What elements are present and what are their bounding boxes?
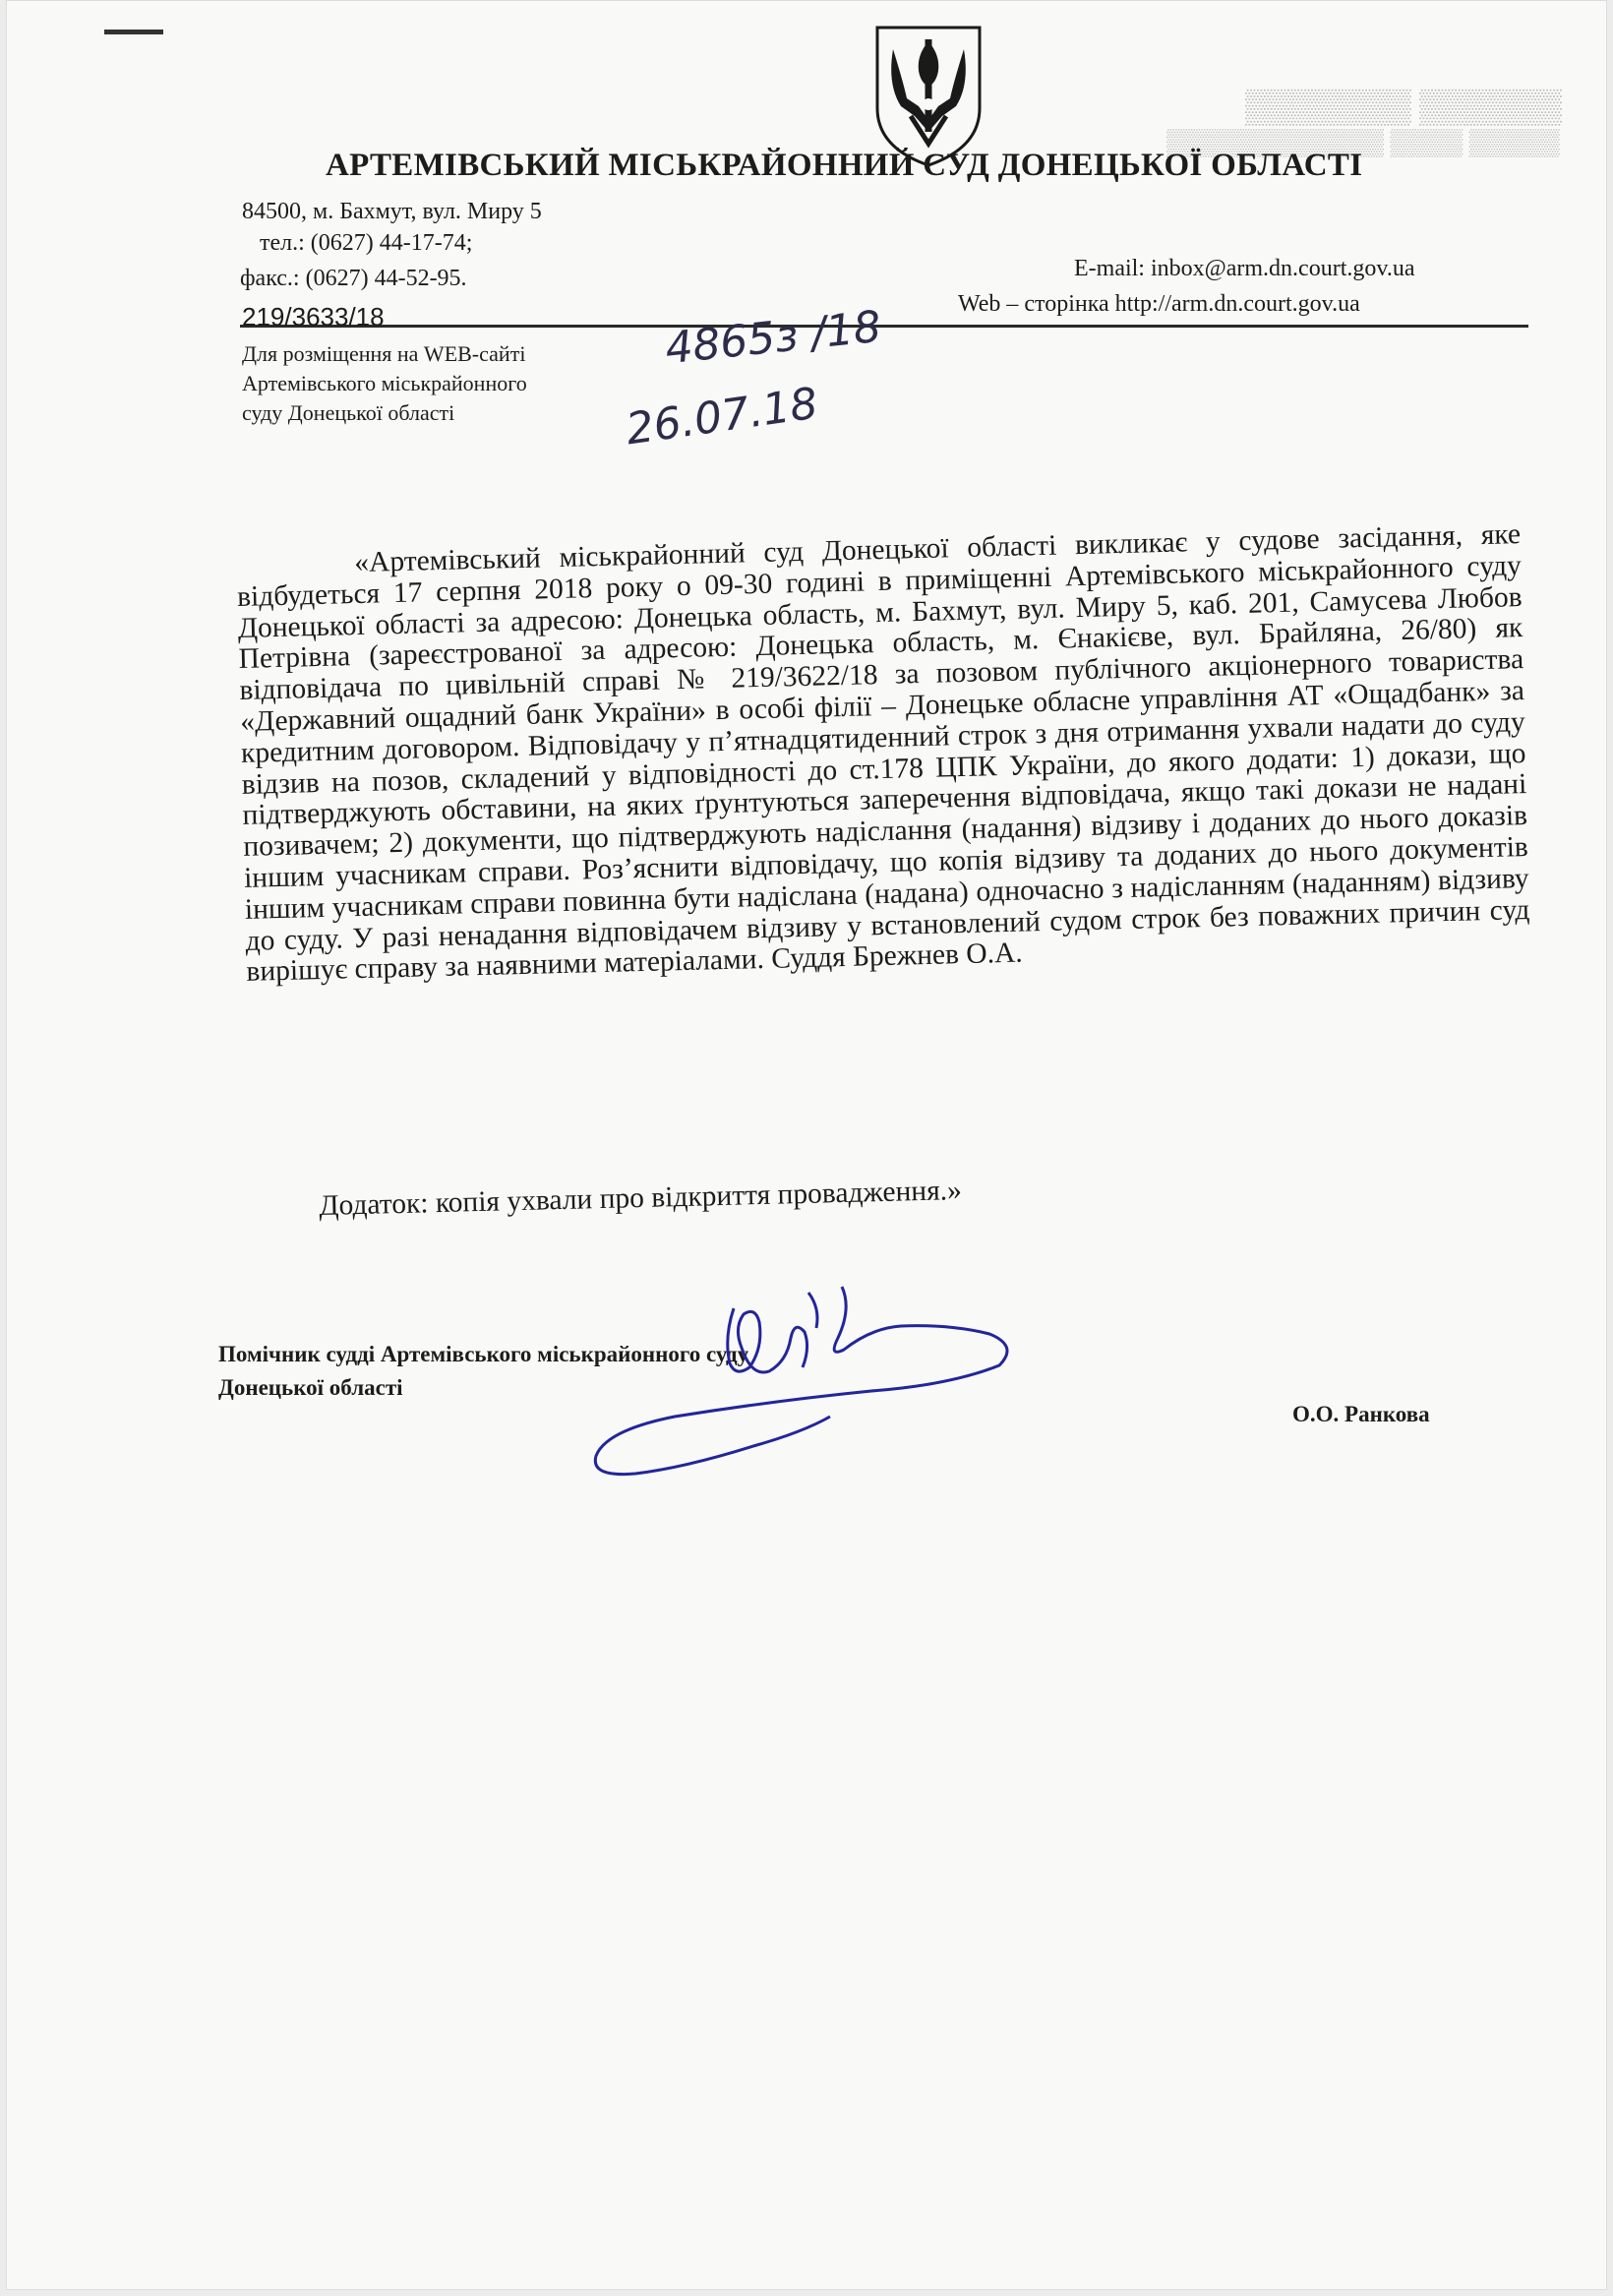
signatory-name: О.О. Ранкова (1292, 1402, 1430, 1426)
court-address: 84500, м. Бахмут, вул. Миру 5 (242, 199, 542, 224)
signatory-title-line: Донецької області (218, 1375, 403, 1400)
court-phone: тел.: (0627) 44-17-74; (260, 230, 473, 256)
annex-line: Додаток: копія ухвали про відкриття провадження.» (319, 1175, 963, 1222)
summons-paragraph: «Артемівський міськрайонний суд Донецької області викликає у судове засідання, яке відбудеться 17 серпня 2018 року о 09-30 годині в приміщенні Артемівського міськрайонного суду Донецької області за адресою: Донецька область, м. Бахмут, вул. Миру 5, каб. 201, Самусева Любов Петрівна (зареєстрованої за адресою: Донецька область, м. Єнакієве, вул. Брайляна, 26/80) як відповідача по цивільній справі № 219/3622/18 за позовом публічного акціонерного товариства «Державний ощадний банк України» в особі філії – Донецьке обласне управління АТ «Ощадбанк» за кредитним договором. Відповідачу у п’ятнадцятиденний строк з дня отримання ухвали надати до суду відзив на позов, складений у відповідності до ст.178 ЦПК України, до якого додати: 1) докази, що підтверджують обставини, на яких ґрунтуються заперечення відповідача, якщо такі докази не надані позивачем; 2) документи, що підтверджують надіслання (надання) відзиву і доданих до нього доказів іншим учасникам справи. Роз’яснити відповідачу, що копія відзиву та доданих до нього документів іншим учасникам справи повинна бути надіслана (надана) одночасно з надісланням (наданням) відзиву до суду. У разі ненадання відповідачем відзиву у встановлений судом строк без поважних причин суд вирішує справу за наявними матеріалами. Суддя Брежнев О.А. (236, 518, 1530, 989)
scan-mark (104, 30, 163, 34)
letterhead-divider (240, 325, 1528, 328)
court-email: E-mail: inbox@arm.dn.court.gov.ua (1074, 256, 1415, 281)
website-notice-line: Для розміщення на WEB-сайті (242, 341, 526, 366)
court-name: АРТЕМІВСЬКИЙ МІСЬКРАЙОННИЙ СУД ДОНЕЦЬКОЇ ОБЛАСТІ (326, 148, 1363, 183)
case-number: 219/3633/18 (242, 302, 385, 332)
court-fax: факс.: (0627) 44-52-95. (240, 266, 467, 291)
document-page: ▒▒▒▒▒▒▒ ▒▒▒▒▒▒ ▒▒▒▒▒▒▒▒▒▒▒▒ ▒▒▒▒ ▒▒▒▒▒ АРТЕМІВСЬКИЙ МІСЬКРАЙОННИЙ СУД ДОНЕЦЬКОЇ ОБЛАСТІ 84500, м. Бахмут, вул. Миру 5 тел.: (0627) 44-17-74; факс.: (0627) 44-52-95. E-mail: inbox@arm.dn.court.gov.ua Web – сторінка http://arm.dn.court.gov.ua 219/3633/18 Для розміщення на WEB-сайті Артемівського міськрайонного суду Донецької області 4865з /18 26.07.18 «Артемівський міськрайонний суд Донецької області викликає у судове засідання, яке відбудеться 17 серпня 2018 року о 09-30 годині в приміщенні Артемівського міськрайонного суду Донецької області за адресою: Донецька область, м. Бахмут, вул. Миру 5, каб. 201, Самусева Любов Петрівна (зареєстрованої за адресою: Донецька область, м. Єнакієве, вул. Брайляна, 26/80) як відповідача по цивільній справі № 219/3622/18 за позовом публічного акціонерного товариства «Державний ощадний банк України» в особі філії – Донецьке обласне управління АТ «Ощадбанк» за кредитним договором. Відповідачу у п’ятнадцятиденний строк з дня отримання ухвали надати до суду відзив на позов, складений у відповідності до ст.178 ЦПК України, до якого додати: 1) докази, що підтверджують обставини, на яких ґрунтуються заперечення відповідача, якщо такі докази не надані позивачем; 2) документи, що підтверджують надіслання (надання) відзиву і доданих до нього доказів іншим учасникам справи. Роз’яснити відповідачу, що копія відзиву та доданих до нього документів іншим учасникам справи повинна бути надіслана (надана) одночасно з надісланням (наданням) відзиву до суду. У разі ненадання відповідачем відзиву у встановлений судом строк без поважних причин суд вирішує справу за наявними матеріалами. Суддя Брежнев О.А. Додаток: копія ухвали про відкриття провадження.» Помічник судді Артемівського міськрайонного суду Донецької області О.О. Ранкова (6, 0, 1607, 2290)
website-notice-line: суду Донецької області (242, 400, 455, 425)
summons-text (236, 519, 1530, 989)
handwritten-incoming-number: 4865з /18 (662, 301, 884, 375)
court-website: Web – сторінка http://arm.dn.court.gov.ua (958, 291, 1360, 317)
website-notice (242, 339, 527, 428)
website-notice-line: Артемівського міськрайонного (242, 371, 527, 395)
signatory-title-line: Помічник судді Артемівського міськрайонного суду (218, 1342, 749, 1366)
handwritten-signature (576, 1269, 1029, 1495)
handwritten-date: 26.07.18 (623, 378, 821, 455)
